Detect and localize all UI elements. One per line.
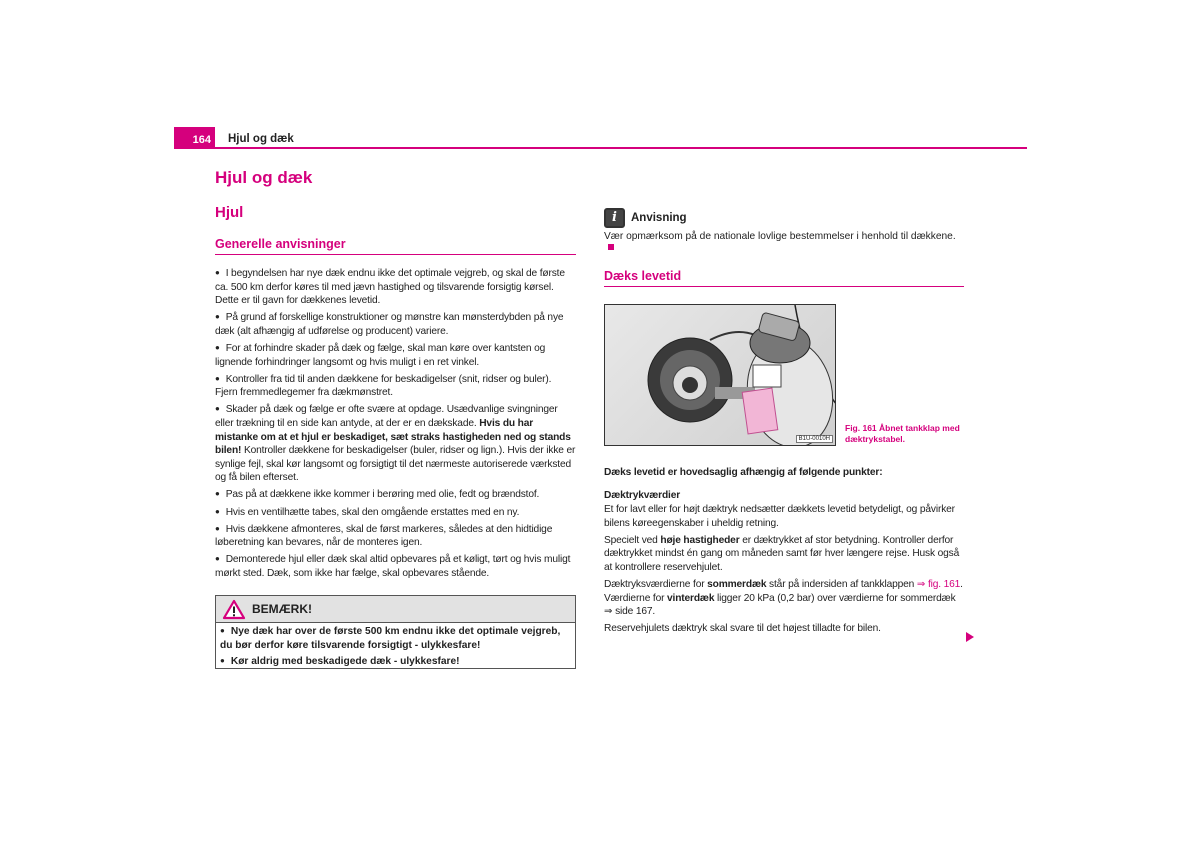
list-item: ● På grund af forskellige konstruktioner og mønstre kan mønsterdybden på nye dæk (alt afhængig af udførelse og producent) variere. [215, 311, 576, 338]
continue-arrow-icon [966, 632, 974, 642]
text: er dæktrykket af stor betydning. Kontroller derfor dæktrykket mindst én gang om måneden samt før hver længere rejse. Husk også at kontrollere reservehjulet. [604, 534, 960, 574]
bold-text: vinterdæk [667, 592, 715, 604]
paragraph [604, 534, 966, 575]
info-icon: i [604, 208, 625, 228]
page-title: Hjul og dæk [215, 168, 313, 187]
bold-text: høje hastigheder [660, 534, 740, 546]
paragraph: Reservehjulets dæktryk skal svare til det højest tilladte for bilen. [604, 623, 881, 635]
section-title: Dæks levetid [604, 269, 964, 287]
fuel-flap-illustration [605, 305, 836, 446]
text: Kontroller dækkene for beskadigelser (buler, ridser og lign.). Hvis der ikke er synlige fejl, skal kør langsomt og forsigtigt til det nærmeste autoriserede værksted og få bilen efterset. [215, 445, 576, 484]
warning-triangle-icon [222, 599, 246, 620]
figure-fuel-flap-image [604, 304, 836, 446]
figure-code: B1U-0010H [796, 435, 833, 443]
subsection-title: Generelle anvisninger [215, 237, 576, 255]
text: står på indersiden af tankklappen [766, 579, 917, 591]
page-number: 164 [174, 127, 215, 148]
figure-caption: Fig. 161 Åbnet tankklap med dæktrykstabel. [845, 423, 960, 444]
figure-link[interactable]: ⇒ fig. 161 [916, 579, 961, 591]
note-title: Anvisning [631, 212, 687, 224]
text: Dæktryksværdierne for [604, 579, 708, 591]
list-item: ● I begyndelsen har nye dæk endnu ikke det optimale vejgreb, og skal de første ca. 500 km derfor køres til med jævn hastighed og tilsvarende forsigtig kørsel. Dette er til gavn for dækkenes levetid. [215, 267, 576, 308]
warning-header [216, 596, 575, 623]
paragraph: Et for lavt eller for højt dæktryk nedsætter dækkets levetid betydeligt, og påvirker bilens køreegenskaber i uheldig retning. [604, 504, 955, 529]
text: Specielt ved [604, 534, 661, 546]
list-item: ● Hvis en ventilhætte tabes, skal den omgående erstattes med en ny. [215, 506, 576, 520]
note-box [604, 208, 964, 253]
text: Skader på dæk og fælge er ofte svære at opdage. Usædvanlige svingninger eller trækning til en side kan antyde, at der er en dækskade. [215, 404, 558, 429]
section-title: Hjul [215, 204, 244, 221]
bold-text: Hvis du har mistanke om at et hjul er beskadiget, sæt straks hastigheden ned og stands bilen! [215, 417, 571, 457]
intro-text: Dæks levetid er hovedsaglig afhængig af følgende punkter: [604, 467, 883, 478]
note-text: Vær opmærksom på de nationale lovlige bestemmelser i henhold til dækkene. [604, 231, 956, 242]
list-item: ● Kontroller fra tid til anden dækkene for beskadigelser (snit, ridser og buler). Fjern fremmedlegemer fra dækmønstret. [215, 373, 576, 400]
text: . Værdierne for [604, 579, 963, 604]
warning-item: ● Nye dæk har over de første 500 km endnu ikke det optimale vejgreb, du bør derfor køre tilsvarende forsigtigt - ulykkesfare! [220, 625, 571, 652]
warning-item: ● Kør aldrig med beskadigede dæk - ulykkesfare! [220, 655, 571, 669]
header-rule [174, 147, 1027, 149]
bold-text: sommerdæk [707, 579, 767, 591]
warning-box [215, 595, 576, 669]
chapter-header: Hjul og dæk [228, 133, 294, 145]
paragraph [604, 578, 966, 619]
body-text [604, 466, 966, 640]
bullet-list [215, 267, 576, 584]
list-item: ● Hvis dækkene afmonteres, skal de først markeres, således at den hidtidige løberetning kan bevares, når de monteres igen. [215, 523, 576, 550]
list-item: ● Demonterede hjul eller dæk skal altid opbevares på et køligt, tørt og hvis muligt mørkt sted. Dæk, som ikke har fælge, skal opbevares stående. [215, 553, 576, 580]
list-item [215, 403, 576, 485]
list-item: ● For at forhindre skader på dæk og fælge, skal man køre over kantsten og lignende forhindringer langsomt og hvis muligt i en ret vinkel. [215, 342, 576, 369]
list-item: ● Pas på at dækkene ikke kommer i berøring med olie, fedt og brændstof. [215, 488, 576, 502]
end-marker-icon [608, 244, 614, 250]
warning-title: BEMÆRK! [252, 602, 312, 616]
subheading: Dæktrykværdier [604, 489, 681, 501]
text: ligger 20 kPa (0,2 bar) over værdierne for sommerdæk ⇒ side 167. [604, 592, 956, 618]
